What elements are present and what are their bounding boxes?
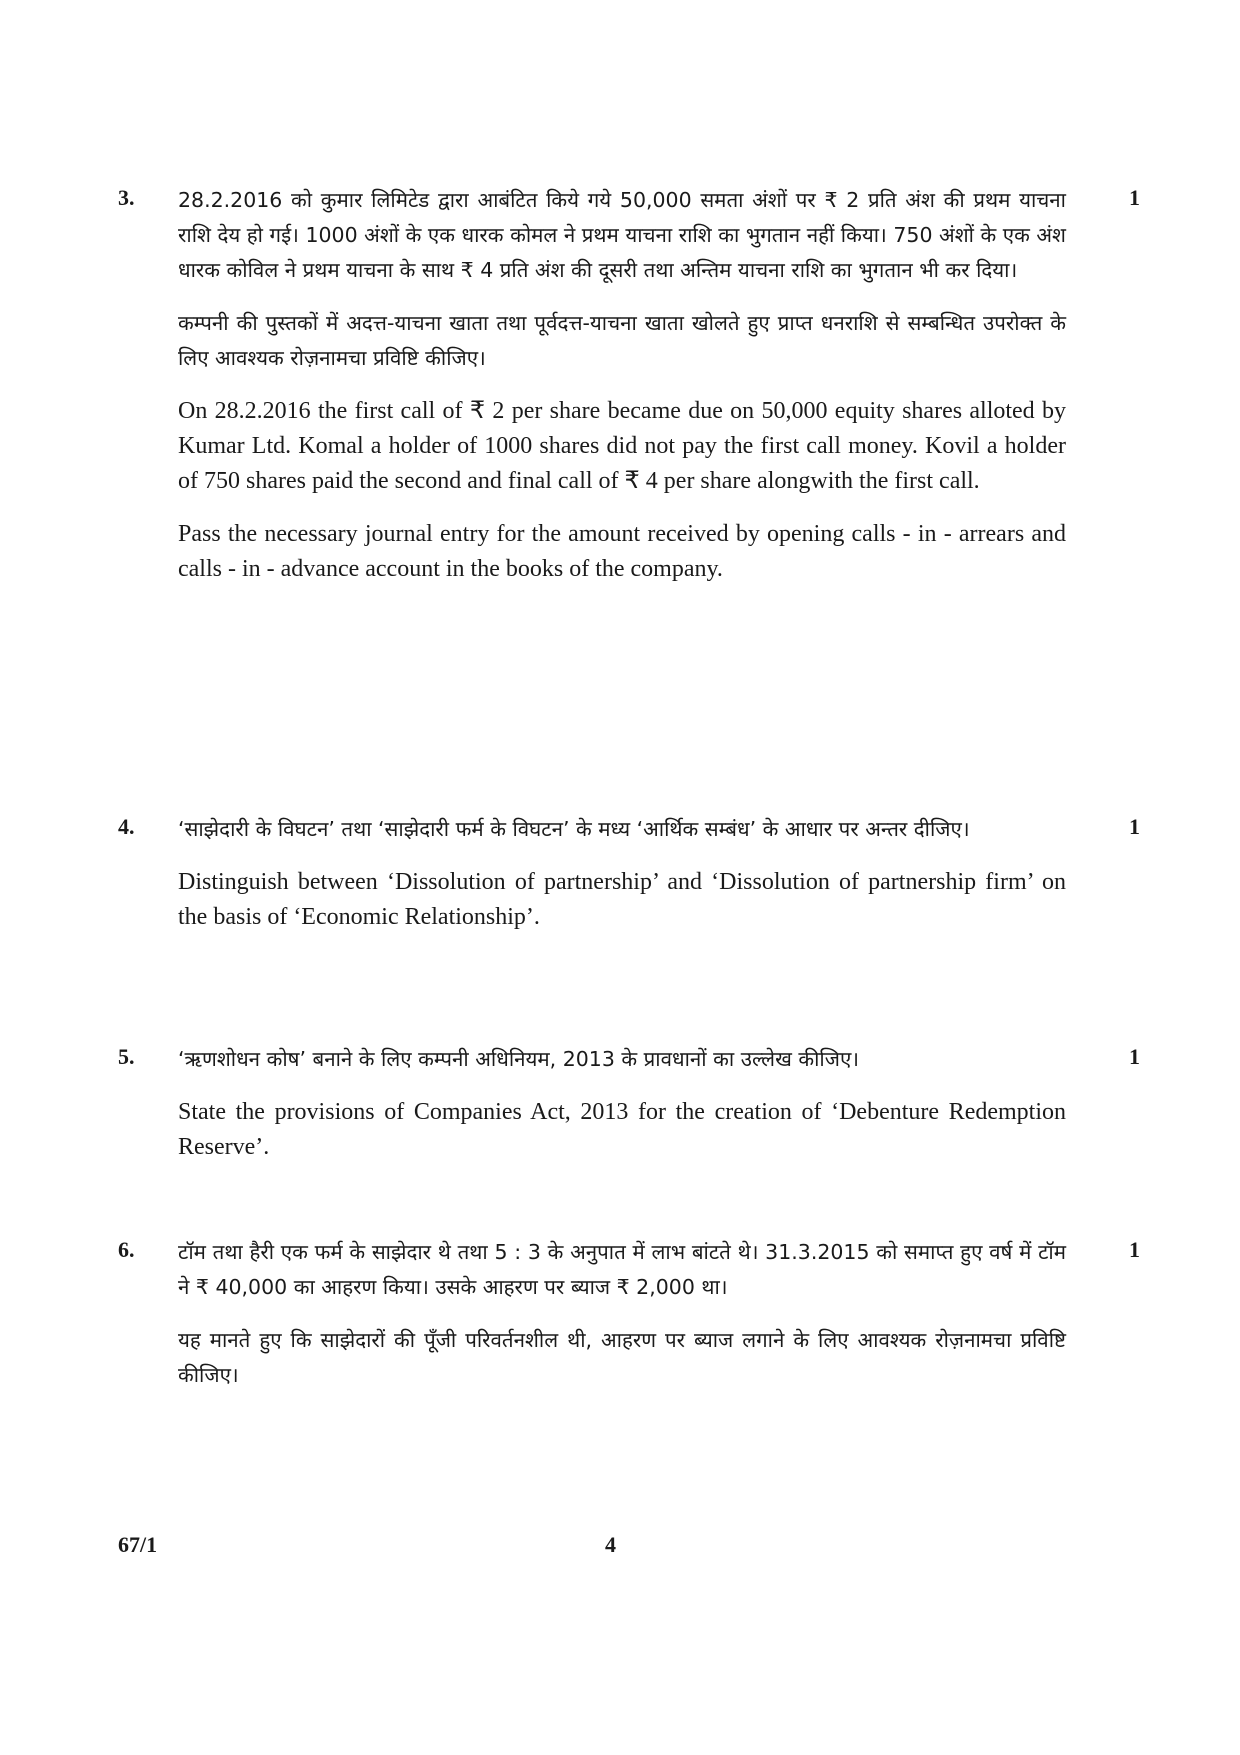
marks: 1 (1129, 185, 1140, 210)
question-text-english: State the provisions of Companies Act, 2013 for the creation of ‘Debenture Redemption Reserve’. (178, 1099, 1066, 1160)
question-text-english: Distinguish between ‘Dissolution of partnership’ and ‘Dissolution of partnership firm’ on the basis of ‘Economic Relationship’. (178, 869, 1066, 930)
question-number: 6. (118, 1237, 135, 1262)
page-number: 4 (605, 1532, 616, 1557)
question-number: 4. (118, 814, 135, 839)
marks: 1 (1129, 814, 1140, 839)
question-5 (118, 1042, 1140, 1165)
question-instruction-hindi: कम्पनी की पुस्तकों में अदत्त-याचना खाता तथा पूर्वदत्त-याचना खाता खोलते हुए प्राप्त धनराशि से सम्बन्धित उपरोक्त के लिए आवश्यक रोज़नामचा प्रविष्टि कीजिए। (178, 311, 1066, 370)
paper-code: 67/1 (118, 1532, 158, 1557)
question-instruction-hindi: यह मानते हुए कि साझेदारों की पूँजी परिवर्तनशील थी, आहरण पर ब्याज लगाने के लिए आवश्यक रोज़नामचा प्रविष्टि कीजिए। (178, 1328, 1066, 1387)
marks: 1 (1129, 1044, 1140, 1069)
question-number: 3. (118, 185, 135, 210)
question-text-hindi: ‘ऋणशोधन कोष’ बनाने के लिए कम्पनी अधिनियम, 2013 के प्रावधानों का उल्लेख कीजिए। (178, 1047, 860, 1071)
question-4 (118, 812, 1140, 935)
marks: 1 (1129, 1237, 1140, 1262)
question-text-hindi: टॉम तथा हैरी एक फर्म के साझेदार थे तथा 5 : 3 के अनुपात में लाभ बांटते थे। 31.3.2015 को समाप्त हुए वर्ष में टॉम ने ₹ 40,000 का आहरण किया। उसके आहरण पर ब्याज ₹ 2,000 था। (178, 1240, 1066, 1299)
question-text-hindi: 28.2.2016 को कुमार लिमिटेड द्वारा आबंटित किये गये 50,000 समता अंशों पर ₹ 2 प्रति अंश की प्रथम याचना राशि देय हो गई। 1000 अंशों के एक धारक कोमल ने प्रथम याचना राशि का भुगतान नहीं किया। 750 अंशों के एक अंश धारक कोविल ने प्रथम याचना के साथ ₹ 4 प्रति अंश की दूसरी तथा अन्तिम याचना राशि का भुगतान भी कर दिया। (178, 188, 1066, 282)
question-6 (118, 1235, 1140, 1393)
question-number: 5. (118, 1044, 135, 1069)
question-3 (118, 183, 1140, 587)
question-instruction-english: Pass the necessary journal entry for the amount received by opening calls - in - arrears and calls - in - advance account in the books of the company. (178, 521, 1066, 582)
question-text-english: On 28.2.2016 the first call of ₹ 2 per share became due on 50,000 equity shares alloted by Kumar Ltd. Komal a holder of 1000 shares did not pay the first call money. Kovil a holder of 750 shares paid the second and final call of ₹ 4 per share alongwith the first call. (178, 398, 1066, 494)
question-text-hindi: ‘साझेदारी के विघटन’ तथा ‘साझेदारी फर्म के विघटन’ के मध्य ‘आर्थिक सम्बंध’ के आधार पर अन्तर दीजिए। (178, 817, 970, 841)
